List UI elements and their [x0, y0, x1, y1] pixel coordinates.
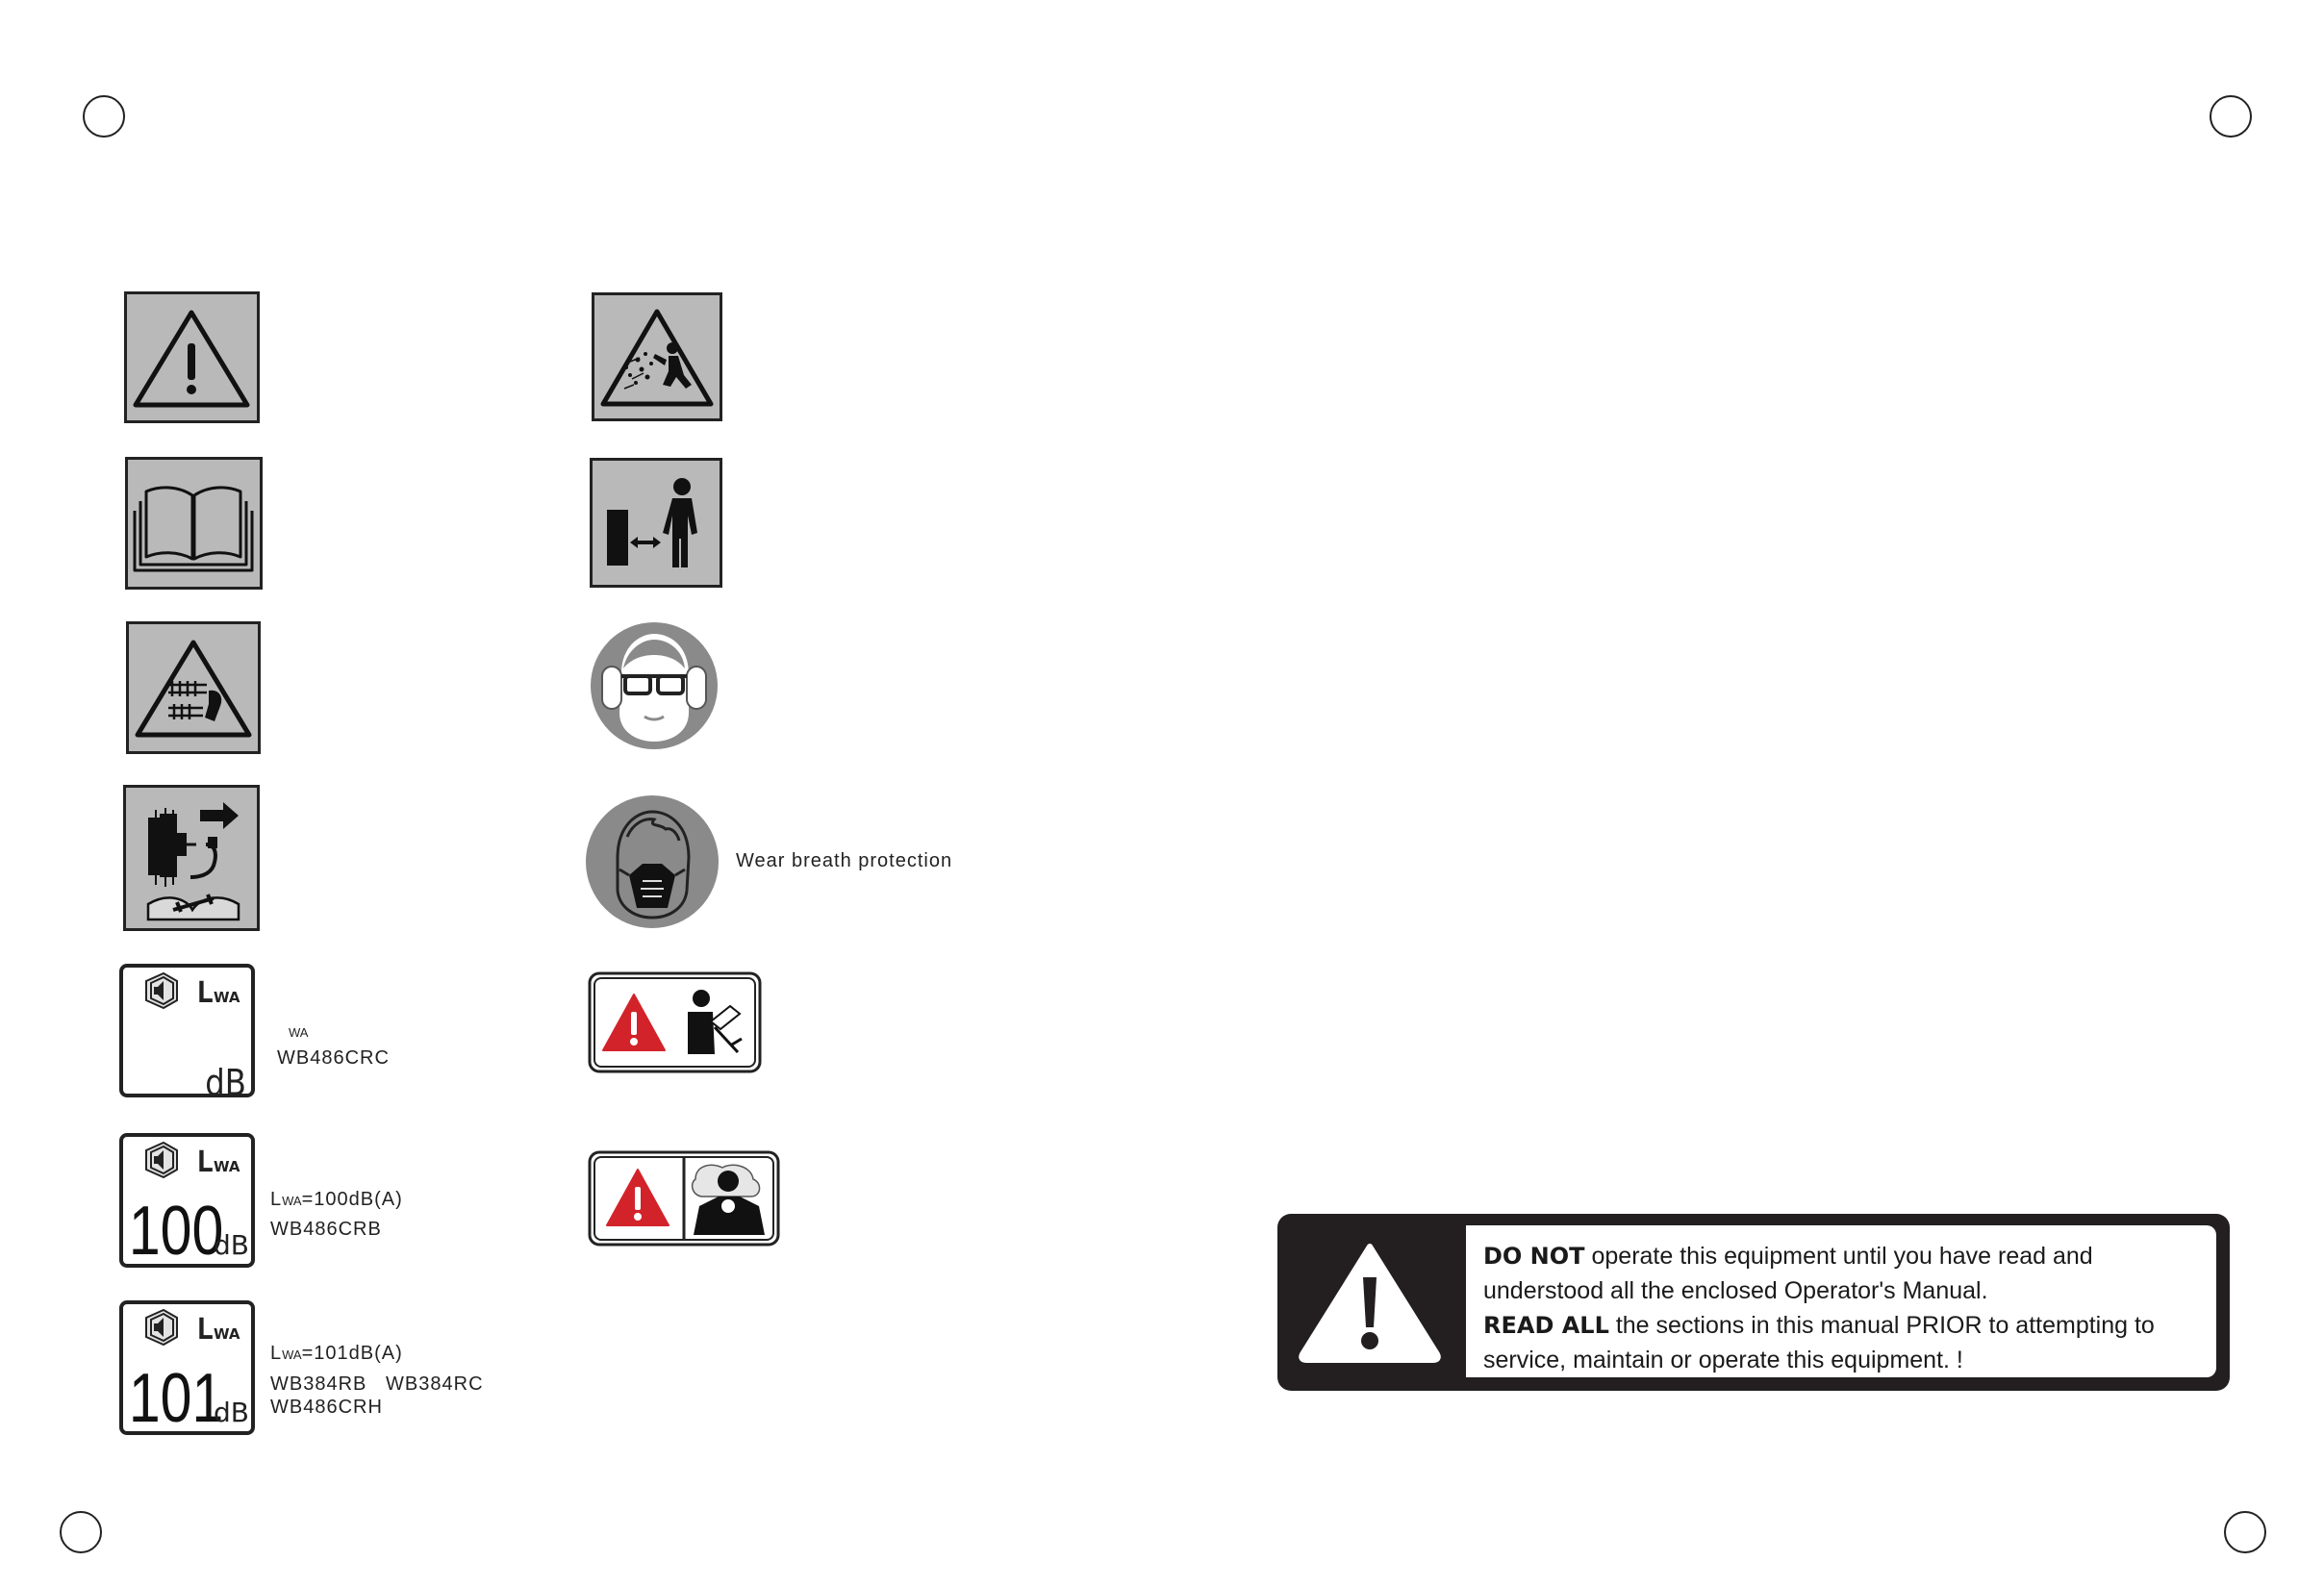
breath-protection-label: Wear breath protection [736, 850, 953, 871]
operator-manual-warning-banner [1277, 1214, 2230, 1391]
lwa-100-model: WB486CRB [270, 1219, 382, 1240]
lwa-101-models-line2: WB486CRH [270, 1397, 383, 1418]
noise-level-badge-100db [119, 1133, 255, 1268]
warning-line-3: READ ALL the sections in this manual PRIOR to attempting to [1483, 1312, 2155, 1339]
warning-text-panel [1466, 1225, 2216, 1377]
warning-line-1: DO NOT operate this equipment until you have read and [1483, 1243, 2093, 1270]
read-manual-warning-decal [588, 971, 762, 1073]
registration-mark-top-left [83, 95, 125, 138]
svg-text:WA: WA [214, 1325, 240, 1343]
svg-text:WA: WA [214, 1158, 240, 1175]
lwa-101-models-line1: WB384RB WB384RC [270, 1373, 484, 1395]
noise-level-badge-101db [119, 1300, 255, 1435]
lwa-100-value: LWA=100dB(A) [270, 1189, 403, 1210]
read-manual-icon [125, 457, 263, 590]
lwa-blank-sub: WA [289, 1025, 309, 1040]
registration-mark-bottom-left [60, 1511, 102, 1553]
svg-text:100: 100 [128, 1191, 224, 1268]
lwa-101-value: LWA=101dB(A) [270, 1343, 403, 1364]
thrown-objects-hazard-icon [592, 292, 722, 421]
general-warning-icon [124, 291, 260, 423]
rotating-auger-hazard-icon [126, 621, 261, 754]
lwa-blank-model: WB486CRC [277, 1047, 390, 1069]
noise-level-badge-blank [119, 964, 255, 1097]
wear-respirator-warning-decal [588, 1150, 780, 1247]
svg-text:dB: dB [214, 1397, 249, 1428]
svg-text:101: 101 [128, 1358, 224, 1435]
disconnect-spark-plug-icon [123, 785, 260, 931]
warning-line-2: understood all the enclosed Operator's Manual. [1483, 1277, 1988, 1304]
svg-text:dB: dB [205, 1063, 246, 1097]
registration-mark-top-right [2210, 95, 2252, 138]
svg-text:L: L [196, 1146, 215, 1179]
svg-text:L: L [196, 976, 215, 1010]
wear-breath-protection-icon [585, 794, 720, 929]
svg-text:dB: dB [214, 1229, 249, 1261]
warning-line-4: service, maintain or operate this equipment. ! [1483, 1347, 1963, 1373]
svg-text:WA: WA [214, 989, 240, 1006]
svg-text:L: L [196, 1313, 215, 1347]
keep-bystanders-away-icon [590, 458, 722, 588]
registration-mark-bottom-right [2224, 1511, 2266, 1553]
warning-triangle-icon [1297, 1241, 1443, 1364]
wear-eye-ear-protection-icon [589, 620, 720, 751]
